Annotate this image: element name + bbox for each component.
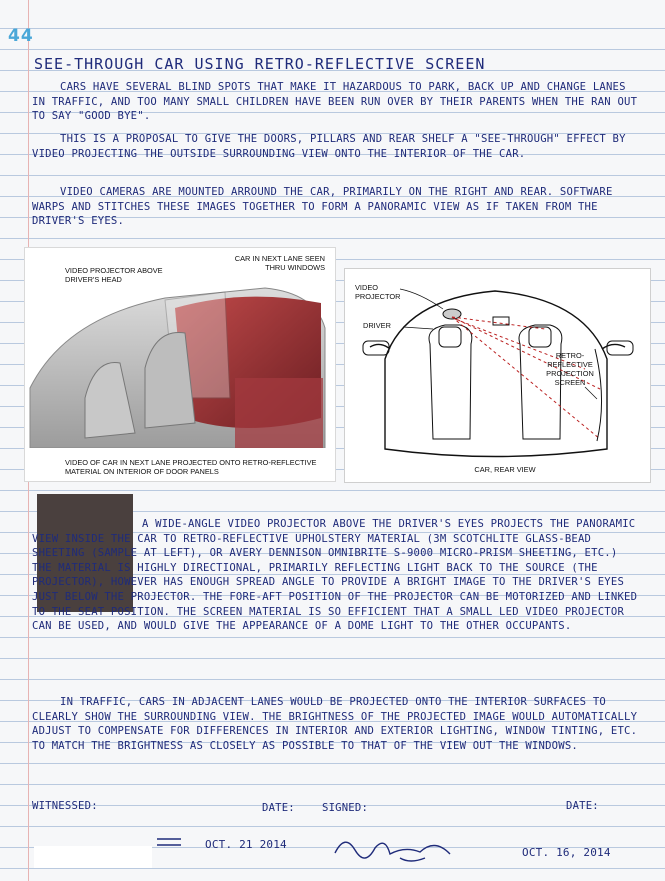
date-right-label: DATE: [566,800,599,812]
label-video-projector: VIDEO PROJECTOR [355,283,401,301]
date-left-label: DATE: [262,802,295,814]
label-retro-reflective-screen: RETRO-REFLECTIVE PROJECTION SCREEN [546,351,594,387]
paragraph-5 [32,695,642,753]
paragraph-1 [32,80,642,124]
label-video-projector-head: VIDEO PROJECTOR ABOVE DRIVER'S HEAD [65,266,163,284]
date-right-value: OCT. 16, 2014 [522,846,611,859]
label-car-next-lane: CAR IN NEXT LANE SEEN THRU WINDOWS [234,254,325,272]
paragraph-4-text: A WIDE-ANGLE VIDEO PROJECTOR ABOVE THE DRIVER'S EYES PROJECTS THE PANORAMIC VIEW INSIDE THE CAR TO RETRO-REFLECTIVE UPHOLSTERY MATERIAL (3M SCOTCHLITE GLASS-BEAD SHEETING (SAMPLE AT LEFT), OR AVERY DENNISON OMNIBRITE S-9000 MICRO-PRISM SHEETING, ETC.) THE MATERIAL IS HIGHLY DIRECTIONAL, PRIMARILY REFLECTING LIGHT BACK TO THE SOURCE (THE PROJECTOR), HOWEVER HAS ENOUGH SPREAD ANGLE TO PROVIDE A BRIGHT IMAGE TO THE DRIVER'S EYES JUST BELOW THE PROJECTOR. THE FORE-AFT POSITION OF THE PROJECTOR CAN BE MOTORIZED AND LINKED TO THE SEAT POSITION. THE SCREEN MATERIAL IS SO EFFICIENT THAT A SMALL LED VIDEO PROJECTOR CAN BE USED, AND WOULD GIVE THE APPEARANCE OF A DOME LIGHT TO THE OTHER OCCUPANTS. [32,518,638,633]
label-video-car-next-lane: VIDEO OF CAR IN NEXT LANE PROJECTED ONTO RETRO-REFLECTIVE MATERIAL ON INTERIOR OF DOOR PANELS [65,458,317,476]
paragraph-3-text: VIDEO CAMERAS ARE MOUNTED ARROUND THE CAR, PRIMARILY ON THE RIGHT AND REAR. SOFTWARE WARPS AND STITCHES THESE IMAGES TOGETHER TO FORM A PANORAMIC VIEW AS IF TAKEN FROM THE DRIVER'S EYES. [32,186,613,228]
paragraph-4 [32,517,642,634]
page-title: SEE-THROUGH CAR USING RETRO-REFLECTIVE SCREEN [34,55,486,73]
label-driver: DRIVER [363,321,391,330]
car-rear-view-figure [344,268,651,483]
paragraph-2 [32,132,642,161]
paragraph-2-text: THIS IS A PROPOSAL TO GIVE THE DOORS, PILLARS AND REAR SHELF A "SEE-THROUGH" EFFECT BY VIDEO PROJECTING THE OUTSIDE SURROUNDING VIEW ONTO THE INTERIOR OF THE CAR. [32,133,626,160]
paragraph-3 [32,185,642,229]
witnessed-label: WITNESSED: [32,800,98,812]
redacted-signature [34,846,152,868]
label-car-rear-view: CAR, REAR VIEW [474,465,536,474]
page-number: 44 [8,26,34,46]
paragraph-5-text: IN TRAFFIC, CARS IN ADJACENT LANES WOULD BE PROJECTED ONTO THE INTERIOR SURFACES TO CLEARLY SHOW THE SURROUNDING VIEW. THE BRIGHTNESS OF THE PROJECTED IMAGE WOULD AUTOMATICALLY ADJUST TO COMPENSATE FOR DIFFERENCES IN INTERIOR AND EXTERIOR LIGHTING, WINDOW TINTING, ETC. TO MATCH THE BRIGHTNESS AS CLOSELY AS POSSIBLE TO THAT OF THE VIEW OUT THE WINDOWS. [32,696,638,752]
car-interior-figure [24,247,336,482]
paragraph-1-text: CARS HAVE SEVERAL BLIND SPOTS THAT MAKE IT HAZARDOUS TO PARK, BACK UP AND CHANGE LANES IN TRAFFIC, AND TOO MANY SMALL CHILDREN HAVE BEEN RUN OVER BY THEIR PARENTS WHEN THE RAN OUT TO SAY "GOOD BYE". [32,81,638,123]
equals-mark [155,836,185,848]
signature-scribble [330,828,470,868]
signed-label: SIGNED: [322,802,369,814]
date-left-value: OCT. 21 2014 [205,838,287,851]
